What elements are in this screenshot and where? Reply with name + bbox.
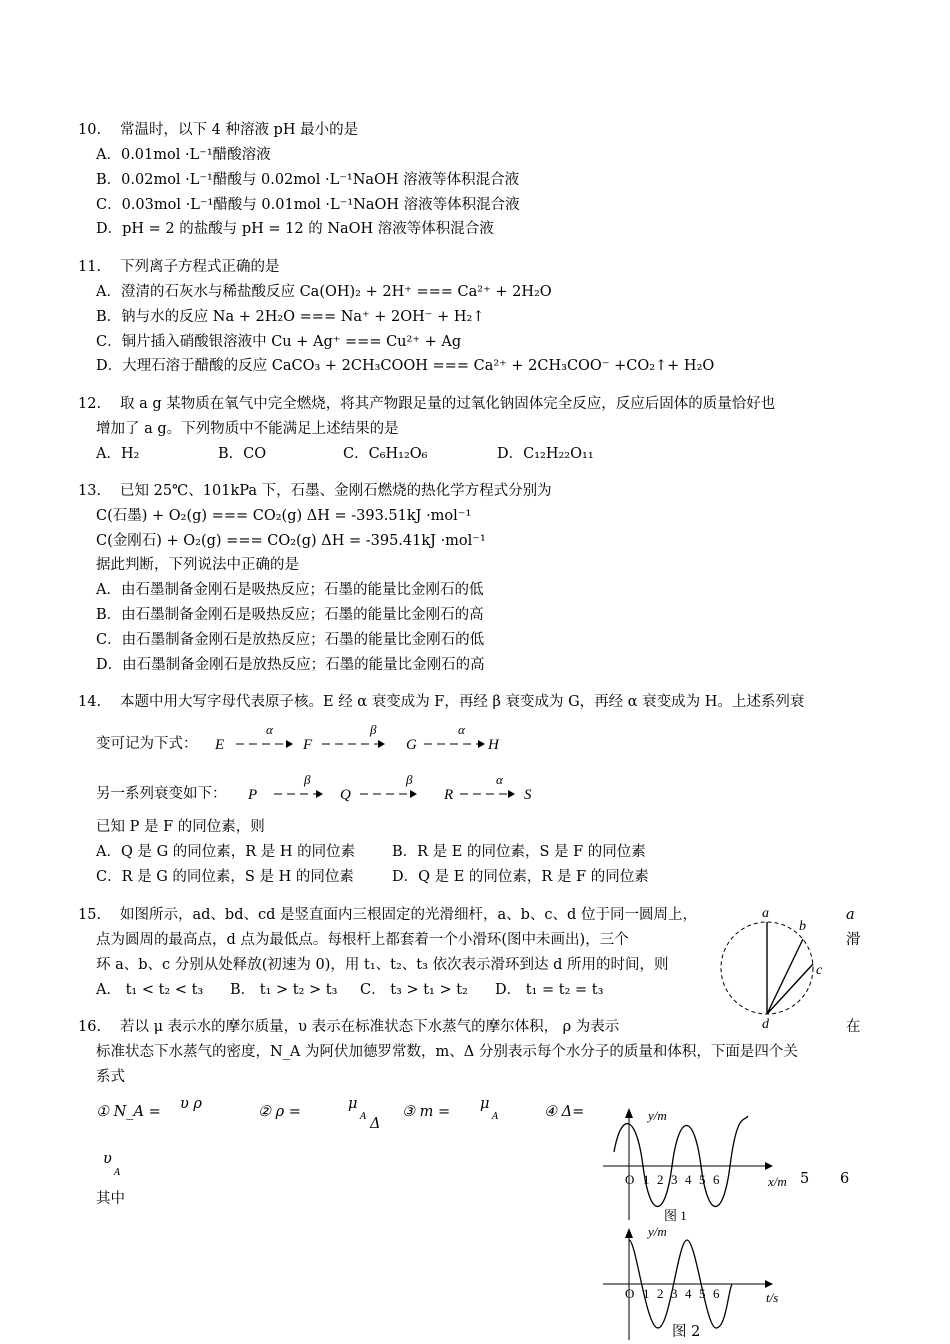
fig1-tick-6: 6 xyxy=(713,1172,720,1187)
rod-cd xyxy=(767,964,813,1014)
chain2-label-3: α xyxy=(496,772,503,787)
fig2-caption: 图 2 xyxy=(672,1324,701,1340)
formula-2-numerator: μ xyxy=(348,1096,358,1112)
q12-option-a: A．H₂ xyxy=(96,446,140,462)
q12-option-c: C．C₆H₁₂O₆ xyxy=(343,446,428,462)
q11-option-a: A．澄清的石灰水与稀盐酸反应 Ca(OH)₂ + 2H⁺ === Ca²⁺ + 2H₂O xyxy=(96,284,552,300)
q13-option-d: D．由石墨制备金刚石是放热反应；石墨的能量比金刚石的高 xyxy=(96,657,485,673)
q10-option-b: B．0.02mol ·L⁻¹醋酸与 0.02mol ·L⁻¹NaOH 溶液等体积混合液 xyxy=(96,172,520,188)
q10-option-a: A．0.01mol ·L⁻¹醋酸溶液 xyxy=(96,147,271,163)
formula-3-subscript: A xyxy=(492,1112,499,1122)
q14-decay-chain-2 xyxy=(244,772,544,806)
chain2-nucleus-r: R xyxy=(444,787,454,803)
q14-known: 已知 P 是 F 的同位素，则 xyxy=(96,819,265,835)
q14-decay-chain-1 xyxy=(210,722,510,756)
point-label-a: a xyxy=(762,906,769,921)
q10-option-d: D．pH = 2 的盐酸与 pH = 12 的 NaOH 溶液等体积混合液 xyxy=(96,221,494,237)
formula-2-subscript: A xyxy=(360,1112,367,1122)
q11-stem: 下列离子方程式正确的是 xyxy=(120,259,280,275)
q13-option-b: B．由石墨制备金刚石是吸热反应；石墨的能量比金刚石的高 xyxy=(96,607,484,623)
figure-1-wave xyxy=(598,1102,798,1227)
stray-number-6: 6 xyxy=(840,1171,850,1187)
q14-number: 14. xyxy=(78,694,102,710)
q11-option-c: C．铜片插入硝酸银溶液中 Cu + Ag⁺ === Cu²⁺ + Ag xyxy=(96,334,462,350)
q16-line1: 若以 μ 表示水的摩尔质量，υ 表示在标准状态下水蒸气的摩尔体积， ρ 为表示 xyxy=(120,1019,620,1035)
fig2-tick-3: 3 xyxy=(671,1286,678,1301)
q13-judge: 据此判断，下列说法中正确的是 xyxy=(96,557,299,573)
fig2-tick-1: 1 xyxy=(643,1286,650,1301)
q12-option-d: D．C₁₂H₂₂O₁₁ xyxy=(497,446,594,462)
fig1-tick-1: 1 xyxy=(643,1172,650,1187)
q15-option-a: A． t₁ < t₂ < t₃ xyxy=(96,982,204,998)
q12-line1: 取 a g 某物质在氧气中完全燃烧，将其产物跟足量的过氧化钠固体完全反应，反应后固体的质量恰好也 xyxy=(120,396,776,412)
q13-stem: 已知 25℃、101kPa 下，石墨、金刚石燃烧的热化学方程式分别为 xyxy=(120,483,552,499)
formula-1-label: ① N_A = xyxy=(96,1104,161,1120)
q10-option-c: C．0.03mol ·L⁻¹醋酸与 0.01mol ·L⁻¹NaOH 溶液等体积混合液 xyxy=(96,197,520,213)
q12-line2: 增加了 a g。下列物质中不能满足上述结果的是 xyxy=(96,421,399,437)
q14-line1: 本题中用大写字母代表原子核。E 经 α 衰变成为 F，再经 β 衰变成为 G，再经 α 衰变成为 H。上述系列衰 xyxy=(120,694,805,710)
q13-equation-diamond: C(金刚石) + O₂(g) === CO₂(g) ΔH = -395.41kJ ·mol⁻¹ xyxy=(96,533,486,549)
q14-option-c: C．R 是 G 的同位素，S 是 H 的同位素 xyxy=(96,869,354,885)
q12-option-b: B．CO xyxy=(218,446,267,462)
formula-4-numerator: υ xyxy=(103,1151,112,1167)
chain1-label-1: α xyxy=(266,722,273,737)
chain2-nucleus-p: P xyxy=(248,787,258,803)
fig1-tick-o: O xyxy=(625,1172,635,1187)
fig2-tick-4: 4 xyxy=(685,1286,692,1301)
fig1-tick-5: 5 xyxy=(699,1172,706,1187)
q15-line2: 点为圆周的最高点，d 点为最低点。每根杆上都套着一个小滑环(图中未画出)，三个 xyxy=(96,932,629,948)
chain1-label-3: α xyxy=(458,722,465,737)
stray-number-5: 5 xyxy=(800,1171,810,1187)
formula-4-label: ④ Δ= xyxy=(544,1104,585,1120)
point-label-d: d xyxy=(762,1017,769,1032)
fig1-xlabel: x/m xyxy=(768,1174,787,1189)
q12-number: 12. xyxy=(78,396,102,412)
formula-3-label: ③ m = xyxy=(402,1104,451,1120)
fig1-tick-2: 2 xyxy=(657,1172,664,1187)
chain2-nucleus-s: S xyxy=(524,787,532,803)
q16-line3: 系式 xyxy=(96,1069,125,1085)
formula-1-fraction: υ ρ xyxy=(180,1096,202,1112)
q10-number: 10. xyxy=(78,122,102,138)
q16-number: 16. xyxy=(78,1019,102,1035)
formula-4-subscript: A xyxy=(114,1168,121,1178)
formula-2-denominator: Δ xyxy=(370,1116,381,1132)
q13-equation-graphite: C(石墨) + O₂(g) === CO₂(g) ΔH = -393.51kJ ·mol⁻¹ xyxy=(96,508,472,524)
q14-line3-prefix: 另一系列衰变如下： xyxy=(96,786,227,802)
q15-circle-figure xyxy=(712,902,832,1032)
q15-line2-tail: 滑 xyxy=(846,932,861,948)
q15-line1: 如图所示，ad、bd、cd 是竖直面内三根固定的光滑细杆，a、b、c、d 位于同一圆周上， xyxy=(120,907,697,923)
fig1-caption: 图 1 xyxy=(664,1208,687,1223)
point-label-c: c xyxy=(816,963,823,978)
q15-line1-tail: a xyxy=(846,907,855,923)
q14-option-d: D．Q 是 E 的同位素，R 是 F 的同位素 xyxy=(392,869,649,885)
chain2-label-1: β xyxy=(304,772,311,787)
fig2-ylabel: y/m xyxy=(648,1224,667,1239)
chain1-nucleus-h: H xyxy=(488,737,499,753)
q16-line1-tail: 在 xyxy=(846,1019,861,1035)
q15-option-b: B． t₁ > t₂ > t₃ xyxy=(230,982,338,998)
formula-2-label: ② ρ = xyxy=(258,1104,301,1120)
chain2-nucleus-q: Q xyxy=(340,787,351,803)
fig2-tick-6: 6 xyxy=(713,1286,720,1301)
q11-option-d: D．大理石溶于醋酸的反应 CaCO₃ + 2CH₃COOH === Ca²⁺ + 2CH₃COO⁻ +CO₂↑+ H₂O xyxy=(96,358,715,374)
fig2-tick-5: 5 xyxy=(699,1286,706,1301)
q13-number: 13. xyxy=(78,483,102,499)
q15-option-d: D． t₁ = t₂ = t₃ xyxy=(495,982,604,998)
q11-number: 11. xyxy=(78,259,102,275)
q14-option-b: B．R 是 E 的同位素，S 是 F 的同位素 xyxy=(392,844,646,860)
q15-number: 15. xyxy=(78,907,102,923)
q16-tail: 其中 xyxy=(96,1191,125,1207)
chain1-nucleus-f: F xyxy=(303,737,313,753)
q13-option-c: C．由石墨制备金刚石是放热反应；石墨的能量比金刚石的低 xyxy=(96,632,485,648)
q10-stem: 常温时，以下 4 种溶液 pH 最小的是 xyxy=(120,122,359,138)
fig2-tick-2: 2 xyxy=(657,1286,664,1301)
fig2-xlabel: t/s xyxy=(766,1290,779,1305)
q14-line2-prefix: 变可记为下式： xyxy=(96,736,198,752)
fig1-tick-3: 3 xyxy=(671,1172,678,1187)
chain2-label-2: β xyxy=(406,772,413,787)
formula-3-numerator: μ xyxy=(480,1096,490,1112)
q15-line3: 环 a、b、c 分别从处释放(初速为 0)，用 t₁、t₂、t₃ 依次表示滑环到达 d 所用的时间，则 xyxy=(96,957,669,973)
fig1-ylabel: y/m xyxy=(648,1108,667,1123)
fig1-tick-4: 4 xyxy=(685,1172,692,1187)
q13-option-a: A．由石墨制备金刚石是吸热反应；石墨的能量比金刚石的低 xyxy=(96,582,484,598)
q14-option-a: A．Q 是 G 的同位素，R 是 H 的同位素 xyxy=(96,844,356,860)
chain1-nucleus-e: E xyxy=(215,737,225,753)
fig1-curve xyxy=(614,1116,748,1207)
fig2-tick-o: O xyxy=(625,1286,635,1301)
q11-option-b: B．钠与水的反应 Na + 2H₂O === Na⁺ + 2OH⁻ + H₂↑ xyxy=(96,309,485,325)
q16-line2: 标准状态下水蒸气的密度，N_A 为阿伏加德罗常数，m、Δ 分别表示每个水分子的质量和体积，下面是四个关 xyxy=(96,1044,798,1060)
q15-option-c: C． t₃ > t₁ > t₂ xyxy=(360,982,468,998)
chain1-label-2: β xyxy=(370,722,377,737)
point-label-b: b xyxy=(799,919,806,934)
chain1-nucleus-g: G xyxy=(406,737,417,753)
